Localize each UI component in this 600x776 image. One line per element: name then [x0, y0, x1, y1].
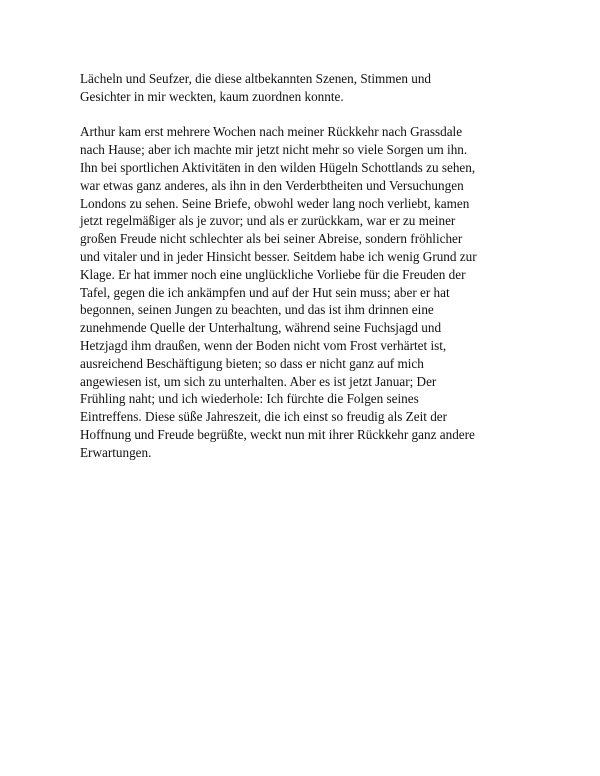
body-text	[80, 70, 520, 479]
text-line: ausreichend Beschäftigung bieten; so dass er nicht ganz auf mich	[80, 355, 424, 371]
text-line: war etwas ganz anderes, als ihn in den Verderbtheiten und Versuchungen	[80, 177, 464, 193]
text-line: begonnen, seinen Jungen zu beachten, und das ist ihm drinnen eine	[80, 302, 434, 318]
text-line: Erwartungen.	[80, 444, 152, 460]
text-line: Frühling naht; und ich wiederhole: Ich fürchte die Folgen seines	[80, 391, 419, 407]
text-line: Hetzjagd ihm draußen, wenn der Boden nicht vom Frost verhärtet ist,	[80, 337, 447, 353]
text-line: Gesichter in mir weckten, kaum zuordnen konnte.	[80, 88, 344, 104]
paragraph-2	[80, 123, 520, 461]
text-line: Lächeln und Seufzer, die diese altbekannten Szenen, Stimmen und	[80, 71, 432, 86]
text-line: nach Hause; aber ich machte mir jetzt nicht mehr so viele Sorgen um ihn.	[80, 142, 468, 158]
text-line: Londons zu sehen. Seine Briefe, obwohl weder lang noch verliebt, kamen	[80, 195, 470, 211]
text-line: Tafel, gegen die ich ankämpfen und auf der Hut sein muss; aber er hat	[80, 284, 450, 300]
text-line: großen Freude nicht schlechter als bei seiner Abreise, sondern fröhlicher	[80, 231, 463, 247]
text-line: Arthur kam erst mehrere Wochen nach meiner Rückkehr nach Grassdale	[80, 124, 463, 140]
text-line: und vitaler und in jeder Hinsicht besser. Seitdem habe ich wenig Grund zur	[80, 248, 477, 264]
text-line: jetzt regelmäßiger als je zuvor; und als er zurückkam, war er zu meiner	[80, 213, 456, 229]
text-line: Ihn bei sportlichen Aktivitäten in den wilden Hügeln Schottlands zu sehen,	[80, 159, 476, 175]
paragraph-1	[80, 70, 520, 106]
text-line: Klage. Er hat immer noch eine unglückliche Vorliebe für die Freuden der	[80, 266, 466, 282]
text-line: zunehmende Quelle der Unterhaltung, während seine Fuchsjagd und	[80, 320, 442, 336]
text-line: angewiesen ist, um sich zu unterhalten. Aber es ist jetzt Januar; Der	[80, 373, 437, 389]
text-line: Hoffnung und Freude begrüßte, weckt nun mit ihrer Rückkehr ganz andere	[80, 426, 475, 442]
text-line: Eintreffens. Diese süße Jahreszeit, die ich einst so freudig als Zeit der	[80, 409, 448, 425]
